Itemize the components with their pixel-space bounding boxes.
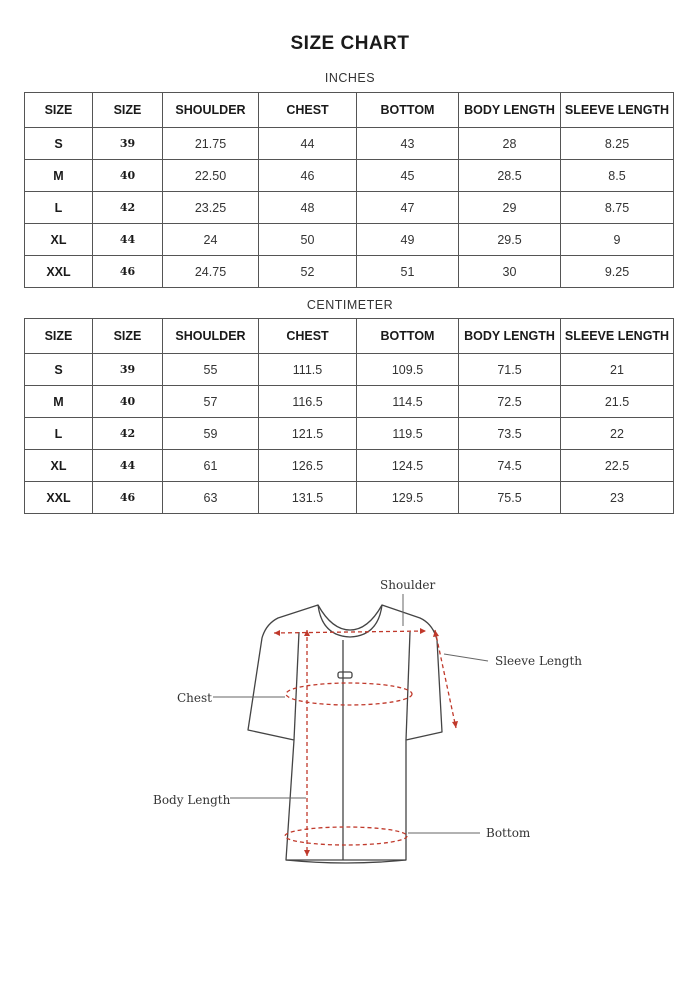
table-cell: S: [25, 128, 93, 160]
table-cell: 40: [93, 160, 163, 192]
table-cell: 24: [163, 224, 259, 256]
measurement-guides: [274, 630, 456, 856]
table-row: [25, 418, 674, 450]
shoulder-guide: [274, 631, 426, 633]
column-header: BODY LENGTH: [459, 93, 561, 128]
table-cell: 30: [459, 256, 561, 288]
table-cell: 28.5: [459, 160, 561, 192]
column-header: CHEST: [259, 93, 357, 128]
table-cell: 57: [163, 386, 259, 418]
table-cell: 44: [93, 224, 163, 256]
table-cell: 72.5: [459, 386, 561, 418]
table-cell: 23: [561, 482, 674, 514]
table-cell: 129.5: [357, 482, 459, 514]
table-row: [25, 224, 674, 256]
table-cell: 46: [93, 256, 163, 288]
chest-label: Chest: [177, 691, 212, 705]
table-cell: 47: [357, 192, 459, 224]
table-cell: 28: [459, 128, 561, 160]
table-header-row: [25, 319, 674, 354]
table-cell: 63: [163, 482, 259, 514]
table-cell: 71.5: [459, 354, 561, 386]
table-cell: 126.5: [259, 450, 357, 482]
table-cell: 39: [93, 354, 163, 386]
table-cell: 22: [561, 418, 674, 450]
table-cell: 44: [259, 128, 357, 160]
table-row: [25, 450, 674, 482]
table-cell: 39: [93, 128, 163, 160]
table-cell: 9: [561, 224, 674, 256]
table-cell: 44: [93, 450, 163, 482]
table-row: [25, 386, 674, 418]
chest-guide: [286, 683, 412, 705]
table-cell: XXL: [25, 482, 93, 514]
column-header: SLEEVE LENGTH: [561, 93, 674, 128]
column-header: CHEST: [259, 319, 357, 354]
table-cell: 51: [357, 256, 459, 288]
sleeve-length-label: Sleeve Length: [495, 654, 582, 668]
table-cell: XL: [25, 450, 93, 482]
table-cell: 50: [259, 224, 357, 256]
table-cell: 46: [259, 160, 357, 192]
table-cell: XXL: [25, 256, 93, 288]
table-cell: 61: [163, 450, 259, 482]
section-label-centimeter: CENTIMETER: [306, 298, 394, 312]
table-cell: 24.75: [163, 256, 259, 288]
tshirt-measurement-diagram: [0, 560, 700, 880]
shoulder-label: Shoulder: [380, 578, 436, 592]
guide-arrowheads: [274, 628, 458, 856]
table-cell: M: [25, 386, 93, 418]
table-row: [25, 160, 674, 192]
column-header: SIZE: [25, 319, 93, 354]
table-row: [25, 192, 674, 224]
table-cell: 48: [259, 192, 357, 224]
table-cell: 59: [163, 418, 259, 450]
table-row: [25, 128, 674, 160]
table-cell: 46: [93, 482, 163, 514]
column-header: SHOULDER: [163, 319, 259, 354]
column-header: SIZE: [93, 319, 163, 354]
table-cell: 22.5: [561, 450, 674, 482]
page-title: SIZE CHART: [290, 33, 410, 54]
table-cell: 21: [561, 354, 674, 386]
table-cell: XL: [25, 224, 93, 256]
table-cell: 8.25: [561, 128, 674, 160]
column-header: SIZE: [93, 93, 163, 128]
table-row: [25, 482, 674, 514]
column-header: BODY LENGTH: [459, 319, 561, 354]
table-cell: L: [25, 192, 93, 224]
table-cell: 131.5: [259, 482, 357, 514]
table-cell: 121.5: [259, 418, 357, 450]
table-cell: 45: [357, 160, 459, 192]
sleeve-length-guide: [435, 630, 456, 728]
tshirt-outline: [248, 605, 442, 863]
table-cell: 119.5: [357, 418, 459, 450]
column-header: SIZE: [25, 93, 93, 128]
table-cell: 29: [459, 192, 561, 224]
section-label-inches: INCHES: [324, 71, 376, 85]
column-header: BOTTOM: [357, 319, 459, 354]
table-cell: M: [25, 160, 93, 192]
table-cell: 29.5: [459, 224, 561, 256]
table-cell: 111.5: [259, 354, 357, 386]
table-row: [25, 354, 674, 386]
table-cell: 22.50: [163, 160, 259, 192]
column-header: SHOULDER: [163, 93, 259, 128]
table-cell: 21.75: [163, 128, 259, 160]
table-cell: 73.5: [459, 418, 561, 450]
bottom-guide: [285, 827, 407, 845]
table-header-row: [25, 93, 674, 128]
bottom-label: Bottom: [486, 826, 531, 840]
table-row: [25, 256, 674, 288]
table-cell: 74.5: [459, 450, 561, 482]
table-cell: 8.5: [561, 160, 674, 192]
table-cell: 116.5: [259, 386, 357, 418]
table-cell: 114.5: [357, 386, 459, 418]
table-cell: S: [25, 354, 93, 386]
table-cell: 9.25: [561, 256, 674, 288]
table-cell: 43: [357, 128, 459, 160]
table-cell: 124.5: [357, 450, 459, 482]
size-table-inches: [24, 92, 674, 288]
table-cell: 42: [93, 418, 163, 450]
table-cell: 42: [93, 192, 163, 224]
table-cell: 8.75: [561, 192, 674, 224]
column-header: BOTTOM: [357, 93, 459, 128]
table-cell: 109.5: [357, 354, 459, 386]
table-cell: 49: [357, 224, 459, 256]
column-header: SLEEVE LENGTH: [561, 319, 674, 354]
table-cell: 40: [93, 386, 163, 418]
body-length-label: Body Length: [153, 793, 231, 807]
table-cell: 21.5: [561, 386, 674, 418]
table-cell: 52: [259, 256, 357, 288]
size-table-centimeter: [24, 318, 674, 514]
table-cell: 55: [163, 354, 259, 386]
table-cell: 75.5: [459, 482, 561, 514]
table-cell: L: [25, 418, 93, 450]
table-cell: 23.25: [163, 192, 259, 224]
